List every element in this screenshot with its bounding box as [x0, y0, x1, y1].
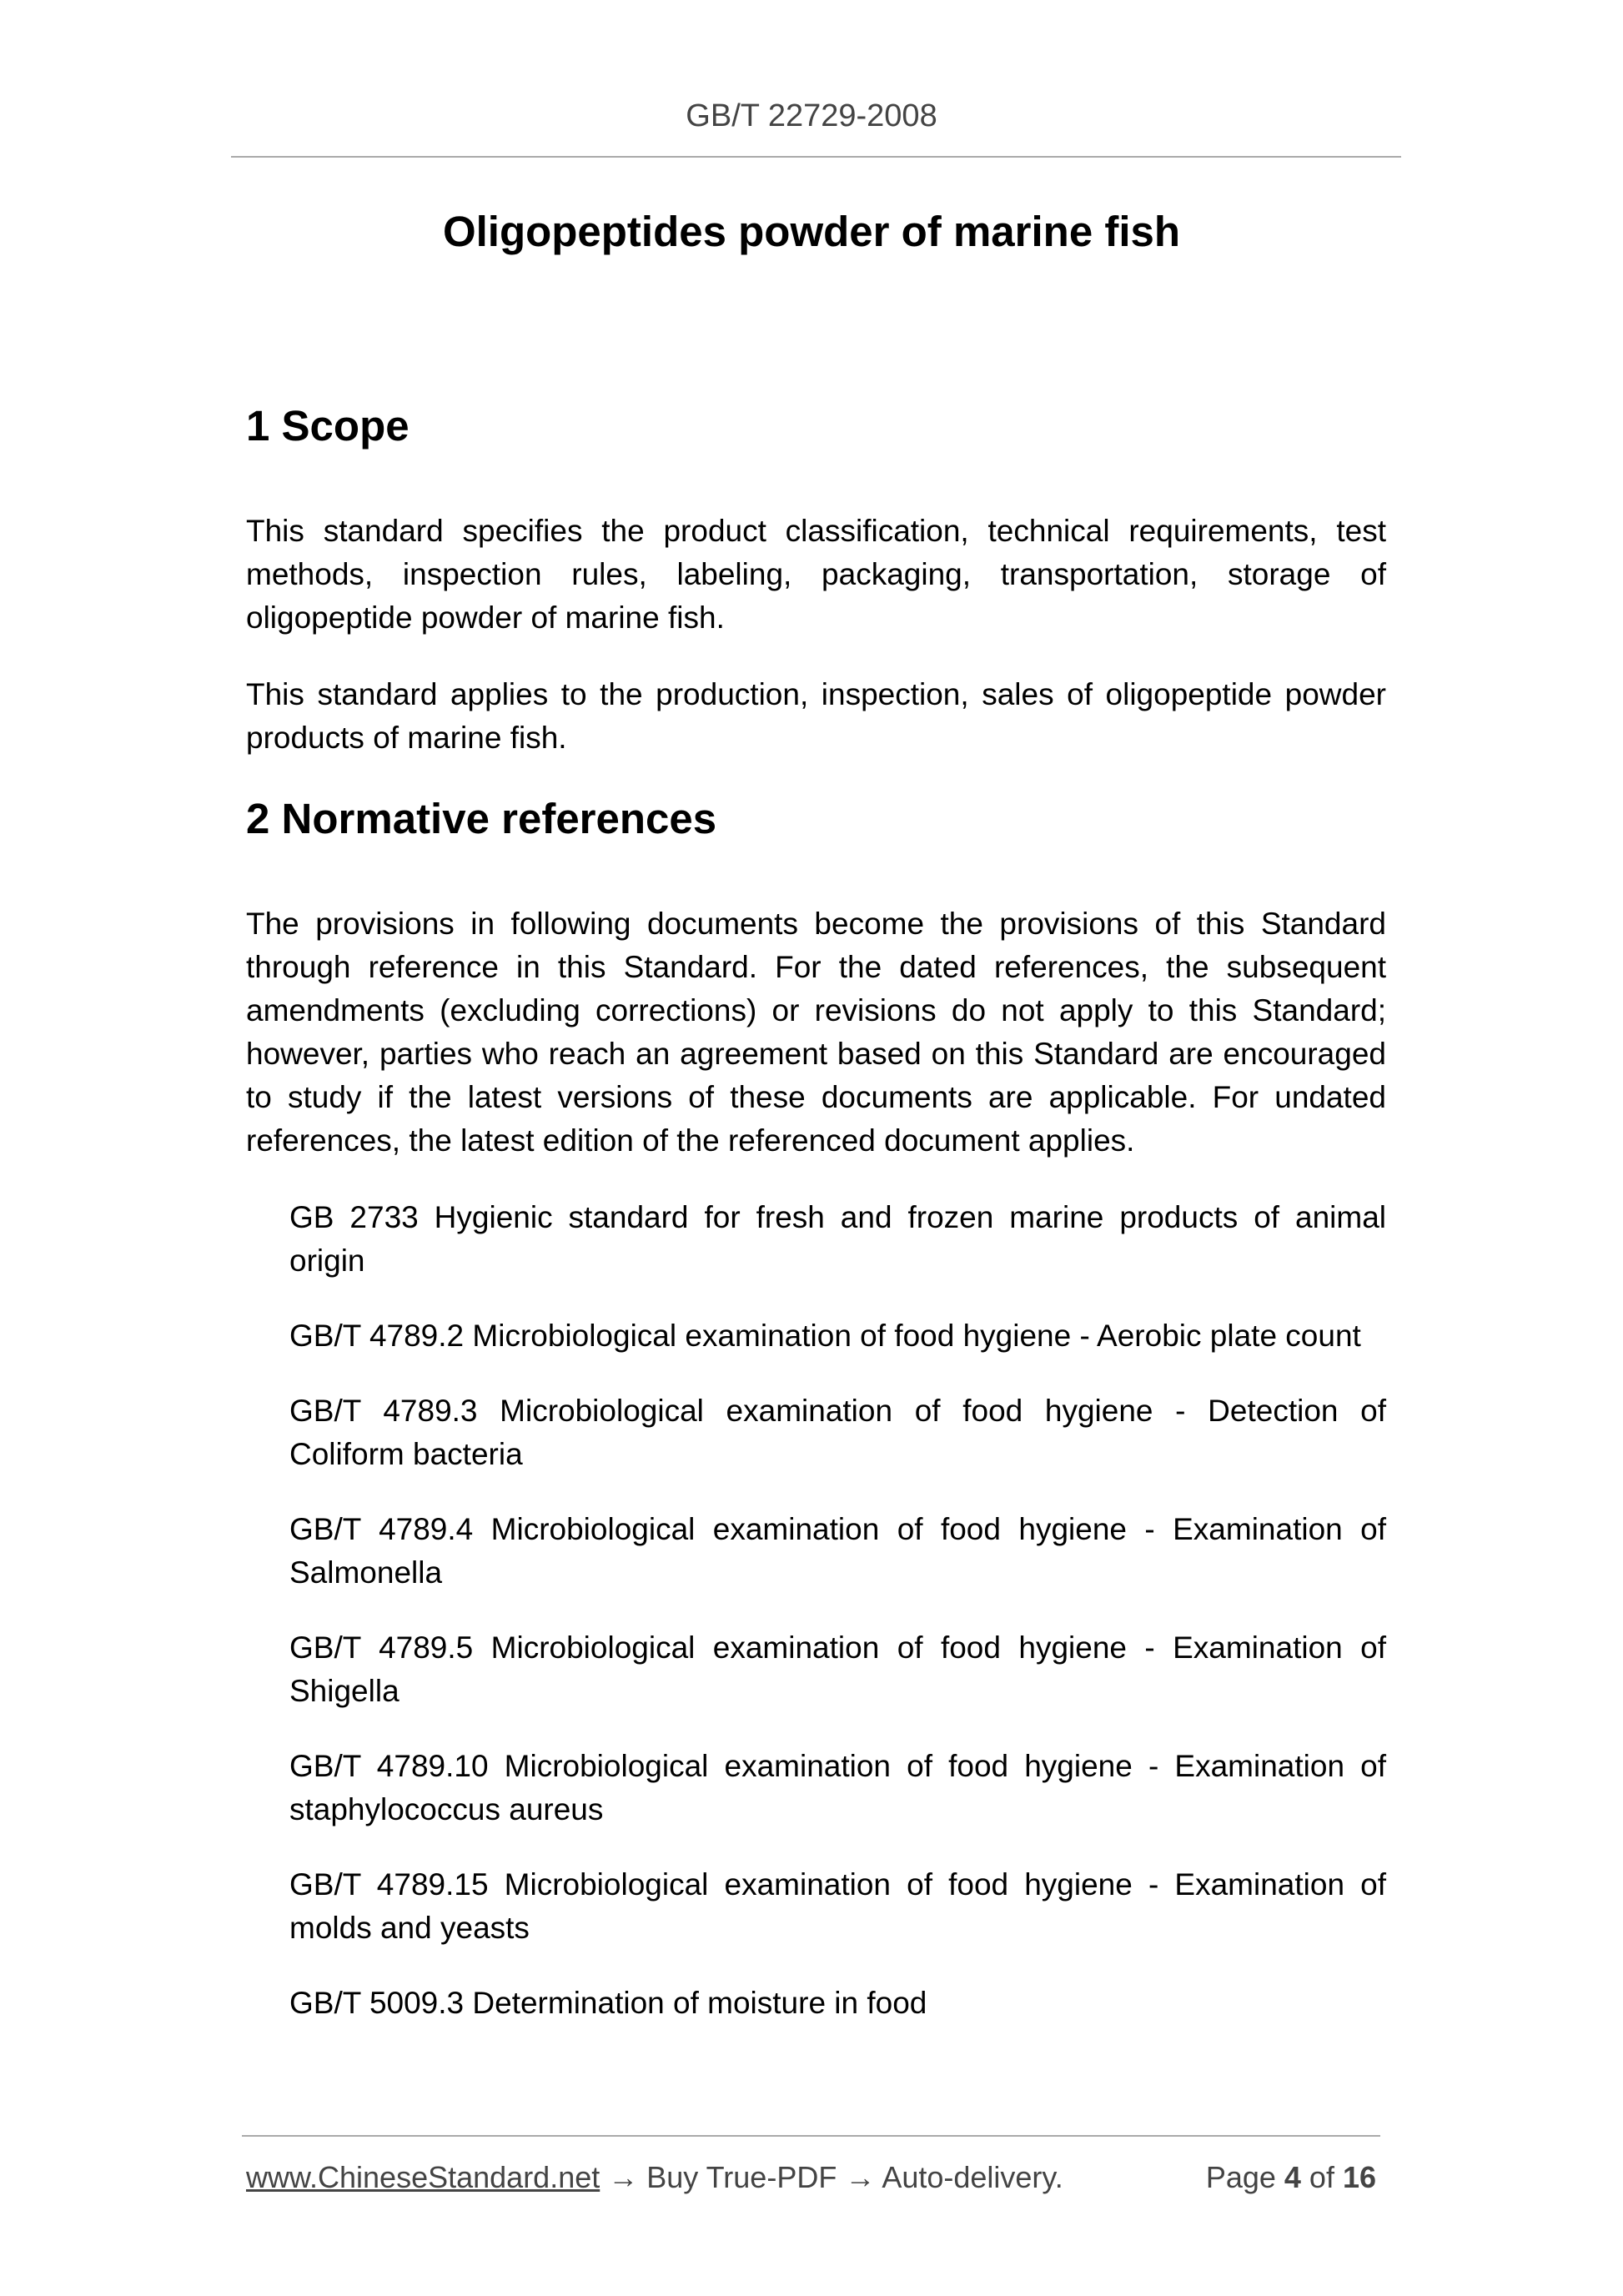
- page-footer: [246, 2160, 1376, 2195]
- section-heading-scope: 1 Scope: [246, 402, 410, 450]
- reference-item: GB/T 5009.3 Determination of moisture in food: [289, 1986, 927, 2021]
- footer-promo: [246, 2160, 1063, 2195]
- page-current-number: 4: [1284, 2160, 1301, 2194]
- document-title: Oligopeptides powder of marine fish: [442, 208, 1181, 255]
- reference-item: GB/T 4789.10 Microbiological examination of food hygiene - Examination of staphylococcus aureus: [289, 1749, 1386, 1827]
- reference-item: GB/T 4789.3 Microbiological examination of food hygiene - Detection of Coliform bacteria: [289, 1394, 1386, 1472]
- document-body: [246, 400, 1386, 2057]
- scope-paragraph: This standard specifies the product classification, technical requirements, test methods, inspection rules, labeling, packaging, transportation, storage of oligopeptide powder of marine fish.: [246, 514, 1386, 636]
- page-indicator: [1206, 2160, 1376, 2195]
- section-heading-normative-references: 2 Normative references: [246, 795, 717, 843]
- header-standard-code: GB/T 22729-2008: [686, 98, 937, 133]
- page-label: Page: [1205, 2160, 1284, 2194]
- page-of-label: of: [1300, 2160, 1343, 2194]
- reference-item: GB/T 4789.4 Microbiological examination of food hygiene - Examination of Salmonella: [289, 1512, 1386, 1590]
- header-divider: [231, 156, 1401, 158]
- reference-item: GB/T 4789.2 Microbiological examination of food hygiene - Aerobic plate count: [289, 1319, 1361, 1354]
- website-link[interactable]: www.ChineseStandard.net: [246, 2160, 600, 2194]
- page-total-number: 16: [1342, 2160, 1376, 2194]
- normative-references-paragraph: The provisions in following documents become the provisions of this Standard through reference in this Standard. For the dated references, the subsequent amendments (excluding corrections) or revisions do not apply to this Standard; however, parties who reach an agreement based on this Standard are encouraged to study if the latest versions of these documents are applicable. For undated references, the latest edition of the referenced document applies.: [246, 907, 1386, 1158]
- scope-paragraph: This standard applies to the production, inspection, sales of oligopeptide powder products of marine fish.: [246, 677, 1386, 756]
- reference-list: [246, 1196, 1386, 2025]
- reference-item: GB/T 4789.15 Microbiological examination of food hygiene - Examination of molds and yeasts: [289, 1867, 1386, 1946]
- footer-divider: [242, 2135, 1380, 2137]
- reference-item: GB/T 4789.5 Microbiological examination of food hygiene - Examination of Shigella: [289, 1630, 1386, 1709]
- reference-item: GB 2733 Hygienic standard for fresh and frozen marine products of animal origin: [289, 1200, 1386, 1279]
- footer-promo-text: → Buy True-PDF → Auto-delivery.: [600, 2160, 1063, 2194]
